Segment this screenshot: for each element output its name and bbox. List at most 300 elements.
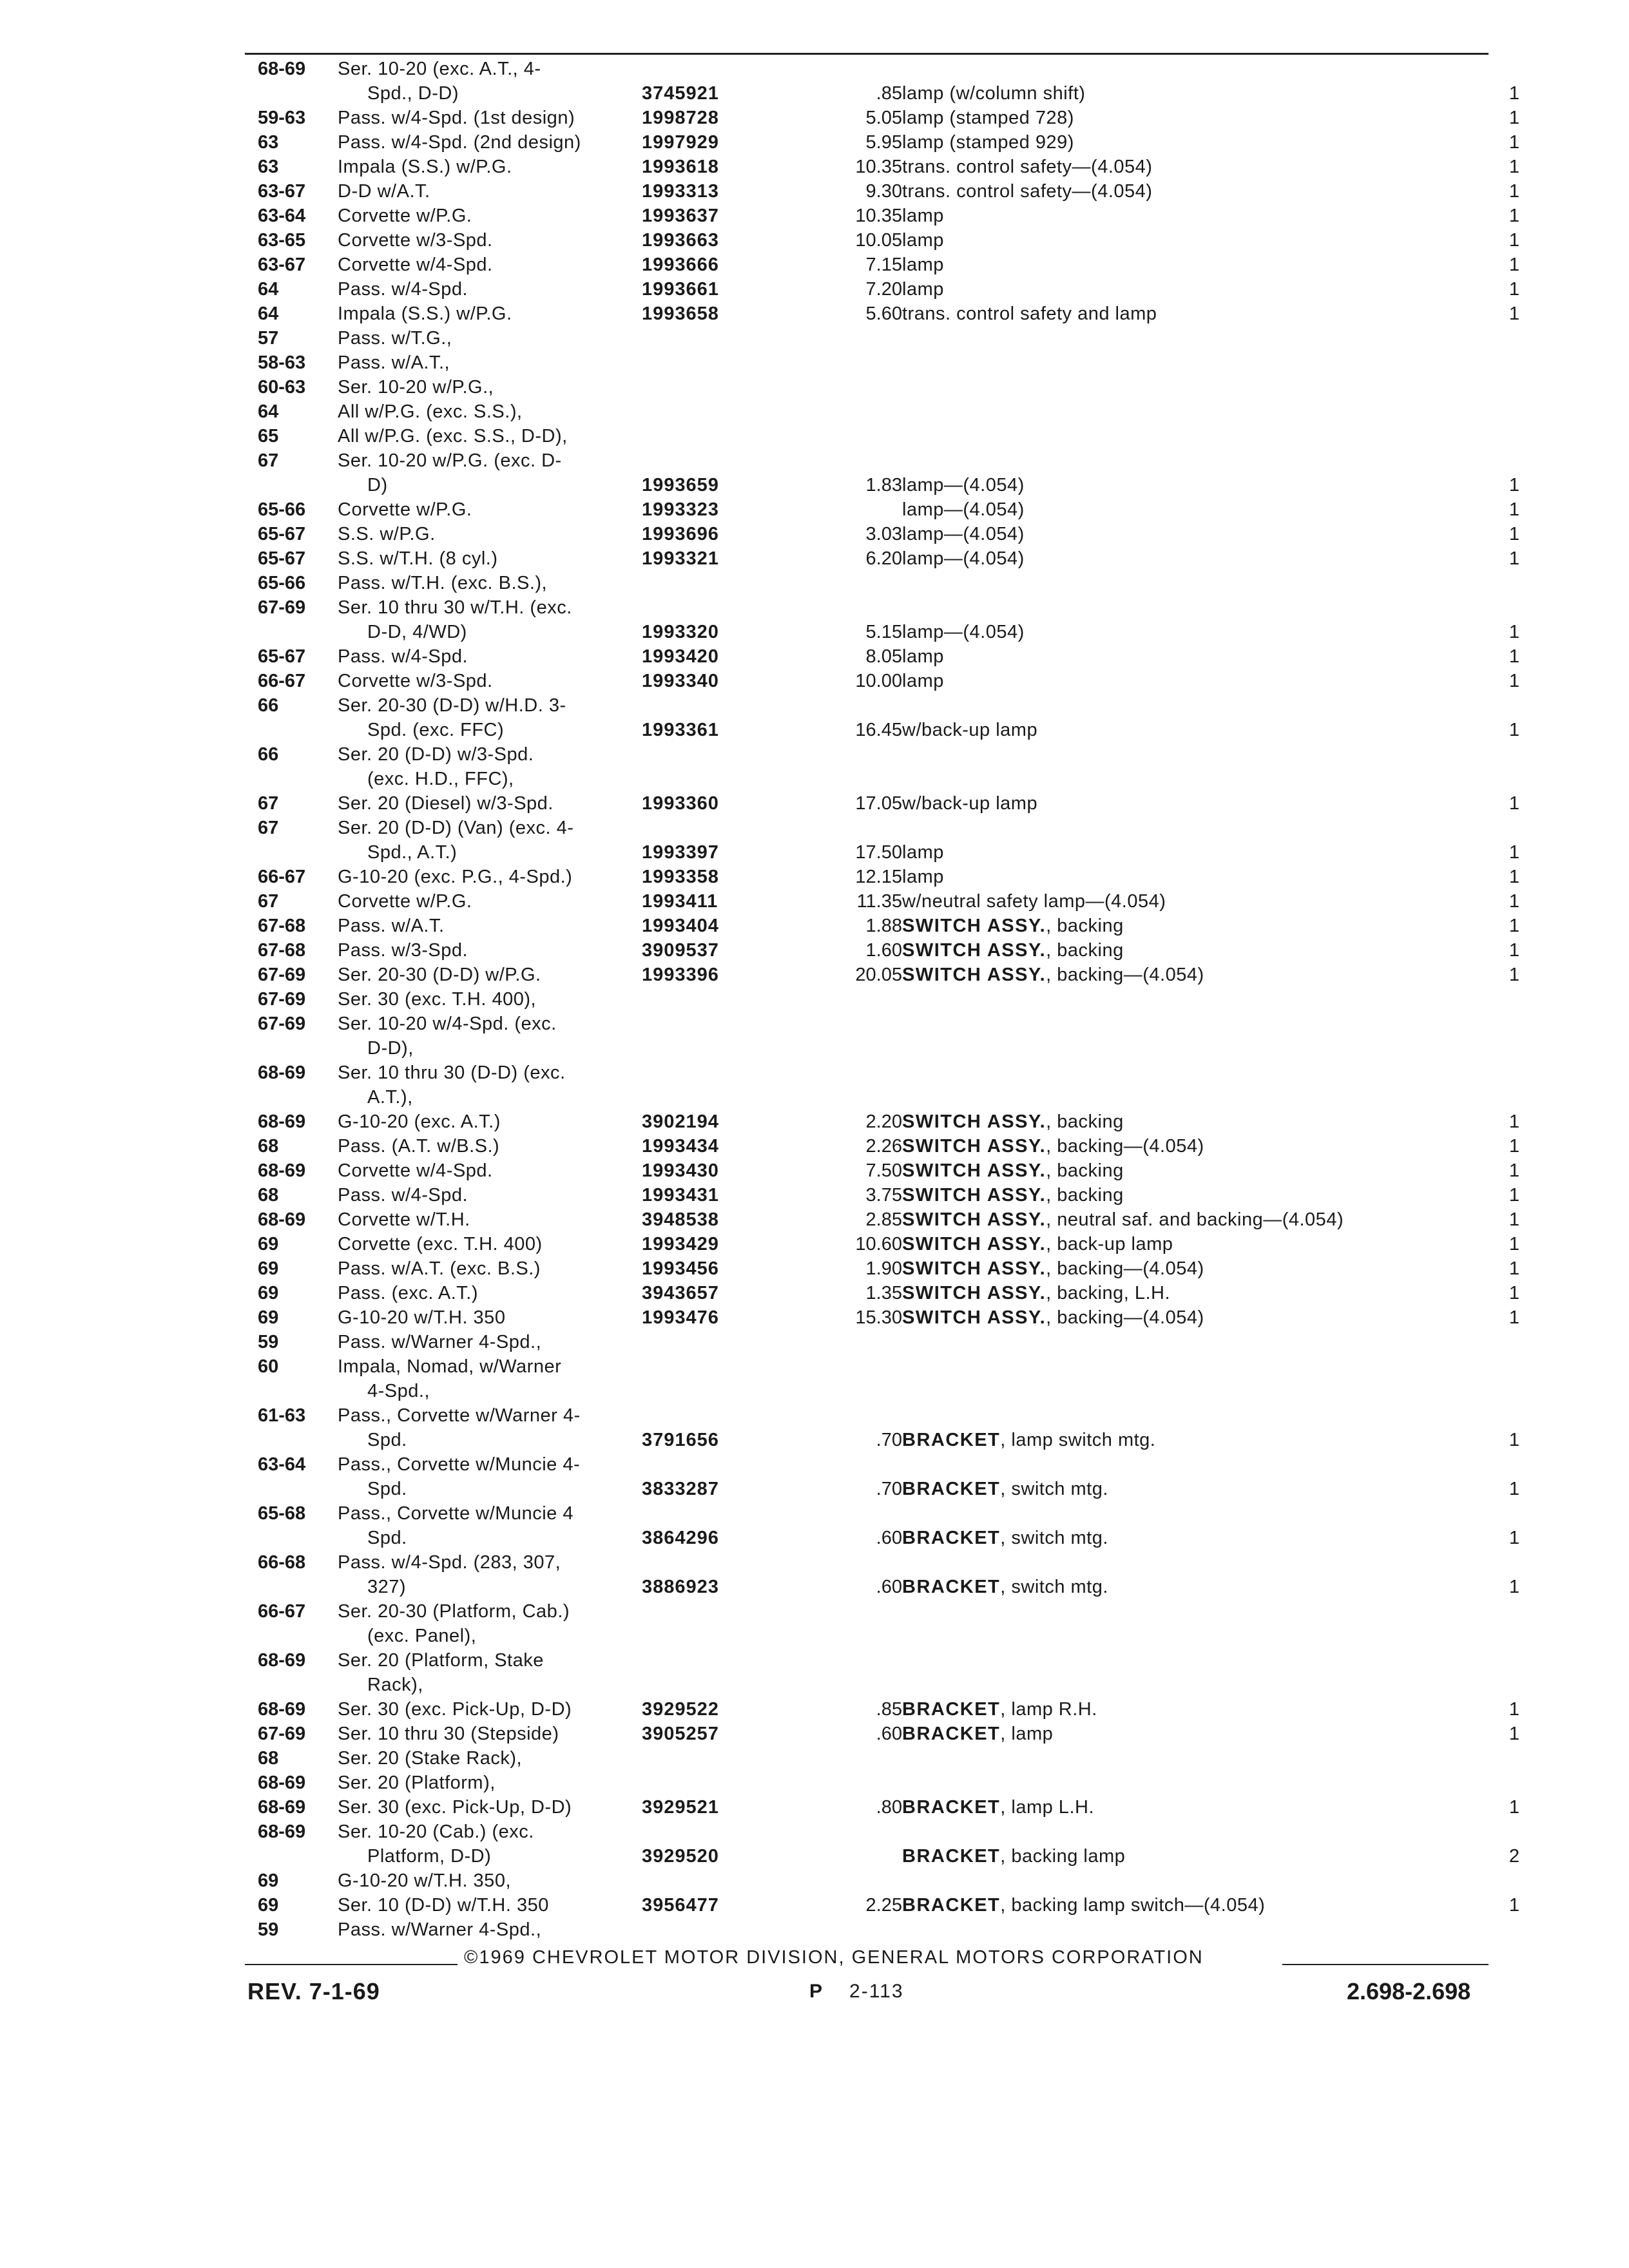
top-rule	[245, 53, 1489, 55]
table-row	[258, 375, 1521, 399]
model-application: Pass. w/4-Spd.	[338, 279, 468, 300]
model-application: D-D),	[367, 1038, 414, 1059]
part-description: BRACKET, lamp	[902, 1724, 1054, 1744]
model-year: 61-63	[258, 1405, 306, 1426]
model-application: Ser. 30 (exc. Pick-Up, D-D)	[338, 1797, 572, 1818]
model-application: Spd.	[367, 1430, 407, 1450]
table-row	[258, 1354, 1521, 1379]
price: .70	[876, 1479, 902, 1499]
part-description: lamp	[902, 206, 944, 226]
part-description: lamp—(4.054)	[902, 524, 1025, 544]
part-description: lamp—(4.054)	[902, 622, 1025, 642]
part-number: 3833287	[642, 1479, 719, 1499]
part-description: BRACKET, switch mtg.	[902, 1577, 1108, 1597]
table-row	[258, 1232, 1521, 1256]
table-row	[258, 767, 1521, 791]
price: .80	[876, 1797, 902, 1818]
part-description: lamp (w/column shift)	[902, 83, 1086, 104]
price: 8.05	[865, 646, 902, 667]
part-description: BRACKET, lamp R.H.	[902, 1699, 1097, 1720]
model-application: Pass., Corvette w/Muncie 4	[338, 1503, 574, 1524]
model-application: Corvette w/4-Spd.	[338, 1160, 493, 1181]
table-row	[258, 424, 1521, 448]
model-year: 69	[258, 1258, 279, 1279]
model-application: Ser. 20 (Platform, Stake	[338, 1650, 544, 1671]
model-year: 63-67	[258, 255, 306, 275]
table-row	[258, 1477, 1521, 1501]
table-row	[258, 1575, 1521, 1599]
quantity: 1	[1509, 867, 1519, 887]
model-year: 69	[258, 1283, 279, 1303]
model-year: 68-69	[258, 1111, 306, 1132]
quantity: 1	[1509, 965, 1519, 985]
model-year: 67-68	[258, 940, 306, 961]
part-description: BRACKET, backing lamp switch—(4.054)	[902, 1895, 1266, 1916]
model-application: Pass. w/Warner 4-Spd.,	[338, 1919, 542, 1940]
part-description: SWITCH ASSY., backing	[902, 940, 1124, 961]
model-year: 67-69	[258, 1724, 306, 1744]
table-row	[258, 742, 1521, 767]
part-number: 1993358	[642, 867, 719, 887]
model-application: Pass. w/A.T.	[338, 916, 445, 936]
table-row	[258, 351, 1521, 375]
part-number: 1993360	[642, 793, 719, 814]
table-row	[258, 1183, 1521, 1207]
part-number: 3956477	[642, 1895, 719, 1916]
model-year: 63-64	[258, 1454, 306, 1475]
price: 7.20	[865, 279, 902, 300]
part-description: SWITCH ASSY., neutral saf. and backing—(4.054)	[902, 1209, 1344, 1230]
quantity: 1	[1509, 1430, 1519, 1450]
price: 15.30	[855, 1307, 902, 1328]
table-row	[258, 1428, 1521, 1452]
copyright-text: ©1969 CHEVROLET MOTOR DIVISION, GENERAL MOTORS CORPORATION	[464, 1947, 1204, 1968]
part-number: 3948538	[642, 1209, 719, 1230]
model-year: 67-68	[258, 916, 306, 936]
model-year: 59	[258, 1332, 279, 1352]
table-row	[258, 1256, 1521, 1281]
model-application: Pass. w/4-Spd. (2nd design)	[338, 132, 581, 153]
part-description: trans. control safety and lamp	[902, 303, 1157, 324]
part-number: 1998728	[642, 108, 719, 128]
table-row	[258, 277, 1521, 302]
part-number: 1993313	[642, 181, 719, 202]
model-application: Pass. w/4-Spd.	[338, 646, 468, 667]
price: 2.26	[865, 1136, 902, 1157]
quantity: 1	[1509, 1479, 1519, 1499]
part-description: trans. control safety—(4.054)	[902, 181, 1153, 202]
table-row	[258, 399, 1521, 424]
page-number	[809, 1981, 904, 2003]
price: 10.60	[855, 1234, 902, 1254]
model-year: 69	[258, 1234, 279, 1254]
table-row	[258, 228, 1521, 253]
model-application: Ser. 10 (D-D) w/T.H. 350	[338, 1895, 549, 1916]
table-row	[258, 1403, 1521, 1428]
model-application: All w/P.G. (exc. S.S.),	[338, 401, 523, 422]
model-year: 59-63	[258, 108, 306, 128]
quantity: 1	[1509, 1895, 1519, 1916]
price: 7.50	[865, 1160, 902, 1181]
quantity: 1	[1509, 475, 1519, 495]
quantity: 1	[1509, 1724, 1519, 1744]
model-year: 65-67	[258, 548, 306, 569]
model-year: 65-66	[258, 499, 306, 520]
price: .85	[876, 83, 902, 104]
part-description: lamp	[902, 255, 944, 275]
model-application: Pass. (A.T. w/B.S.)	[338, 1136, 500, 1157]
part-number: 3902194	[642, 1111, 719, 1132]
price: 3.75	[865, 1185, 902, 1206]
part-number: 1993321	[642, 548, 719, 569]
quantity: 1	[1509, 524, 1519, 544]
table-row	[258, 1379, 1521, 1403]
part-number: 1993429	[642, 1234, 719, 1254]
price: 3.03	[865, 524, 902, 544]
table-row	[258, 253, 1521, 277]
model-application: 4-Spd.,	[367, 1381, 430, 1401]
table-row	[258, 840, 1521, 865]
model-year: 69	[258, 1870, 279, 1891]
price: .60	[876, 1528, 902, 1548]
model-application: Ser. 10-20 w/P.G. (exc. D-	[338, 450, 562, 471]
model-application: Ser. 20-30 (Platform, Cab.)	[338, 1601, 570, 1622]
table-row	[258, 889, 1521, 914]
part-number: 1997929	[642, 132, 719, 153]
model-year: 67	[258, 793, 279, 814]
table-row	[258, 1893, 1521, 1917]
price: 1.83	[865, 475, 902, 495]
part-number: 1993434	[642, 1136, 719, 1157]
revision-label: REV. 7-1-69	[247, 1978, 380, 2004]
price: 2.25	[865, 1895, 902, 1916]
price: 17.50	[855, 842, 902, 863]
price: 2.20	[865, 1111, 902, 1132]
model-year: 63-64	[258, 206, 306, 226]
price: 1.60	[865, 940, 902, 961]
part-number: 3905257	[642, 1724, 719, 1744]
quantity: 1	[1509, 1577, 1519, 1597]
part-number: 1993659	[642, 475, 719, 495]
quantity: 1	[1509, 916, 1519, 936]
model-year: 69	[258, 1307, 279, 1328]
quantity: 1	[1509, 622, 1519, 642]
model-application: Ser. 30 (exc. T.H. 400),	[338, 989, 537, 1010]
model-application: Ser. 20 (Diesel) w/3-Spd.	[338, 793, 554, 814]
group-range: 2.698-2.698	[1347, 1978, 1471, 2004]
model-year: 66	[258, 695, 279, 716]
part-description: lamp	[902, 671, 944, 691]
part-description: SWITCH ASSY., backing—(4.054)	[902, 1136, 1204, 1157]
part-number: 1993696	[642, 524, 719, 544]
model-year: 67-69	[258, 1014, 306, 1034]
price: .60	[876, 1577, 902, 1597]
quantity: 1	[1509, 720, 1519, 740]
model-application: Ser. 10 thru 30 (D-D) (exc.	[338, 1062, 566, 1083]
part-description: lamp	[902, 279, 944, 300]
model-application: All w/P.G. (exc. S.S., D-D),	[338, 426, 568, 447]
model-application: (exc. H.D., FFC),	[367, 769, 514, 789]
model-year: 68-69	[258, 59, 306, 79]
table-row	[258, 1158, 1521, 1183]
part-number: 1993658	[642, 303, 719, 324]
copyright-line	[245, 1947, 1489, 1973]
price: 9.30	[865, 181, 902, 202]
quantity: 1	[1509, 108, 1519, 128]
table-row	[258, 1722, 1521, 1746]
quantity: 1	[1509, 548, 1519, 569]
part-description: lamp—(4.054)	[902, 548, 1025, 569]
model-year: 59	[258, 1919, 279, 1940]
table-row	[258, 1110, 1521, 1134]
table-row	[258, 620, 1521, 644]
model-application: Pass. w/T.G.,	[338, 328, 452, 349]
price: .60	[876, 1724, 902, 1744]
quantity: 1	[1509, 671, 1519, 691]
quantity: 1	[1509, 83, 1519, 104]
model-application: Impala, Nomad, w/Warner	[338, 1356, 562, 1377]
model-application: Corvette w/3-Spd.	[338, 230, 493, 251]
quantity: 1	[1509, 1209, 1519, 1230]
model-year: 68-69	[258, 1699, 306, 1720]
table-row	[258, 1697, 1521, 1722]
part-description: lamp	[902, 646, 944, 667]
part-description: w/back-up lamp	[902, 720, 1038, 740]
part-number: 3929521	[642, 1797, 719, 1818]
table-row	[258, 1134, 1521, 1158]
table-row	[258, 914, 1521, 938]
table-row	[258, 522, 1521, 546]
quantity: 1	[1509, 1185, 1519, 1206]
model-application: (exc. Panel),	[367, 1626, 477, 1646]
table-row	[258, 326, 1521, 351]
page-number-value: 2-113	[849, 1981, 904, 2002]
model-application: Pass. w/T.H. (exc. B.S.),	[338, 573, 548, 593]
table-row	[258, 644, 1521, 669]
table-row	[258, 938, 1521, 963]
price: 17.05	[855, 793, 902, 814]
model-application: Corvette w/4-Spd.	[338, 255, 493, 275]
table-row	[258, 693, 1521, 718]
table-row	[258, 1305, 1521, 1330]
model-year: 67	[258, 891, 279, 912]
part-description: BRACKET, switch mtg.	[902, 1479, 1108, 1499]
model-application: Pass. w/A.T. (exc. B.S.)	[338, 1258, 541, 1279]
part-number: 1993411	[642, 891, 718, 912]
part-number: 3886923	[642, 1577, 719, 1597]
model-application: Pass., Corvette w/Muncie 4-	[338, 1454, 581, 1475]
part-number: 1993430	[642, 1160, 719, 1181]
model-year: 63-65	[258, 230, 306, 251]
model-year: 68-69	[258, 1797, 306, 1818]
model-application: Ser. 10 thru 30 (Stepside)	[338, 1724, 559, 1744]
part-description: SWITCH ASSY., backing, L.H.	[902, 1283, 1171, 1303]
table-row	[258, 1820, 1521, 1844]
part-number: 1993637	[642, 206, 719, 226]
model-application: Ser. 10-20 w/4-Spd. (exc.	[338, 1014, 557, 1034]
model-application: Platform, D-D)	[367, 1846, 492, 1867]
parts-catalog-table	[258, 57, 1521, 1942]
model-year: 58-63	[258, 352, 306, 373]
part-description: lamp (stamped 929)	[902, 132, 1074, 153]
model-application: D)	[367, 475, 388, 495]
price: 10.00	[855, 671, 902, 691]
model-application: Pass., Corvette w/Warner 4-	[338, 1405, 581, 1426]
model-application: Ser. 10 thru 30 w/T.H. (exc.	[338, 597, 572, 618]
quantity: 1	[1509, 1111, 1519, 1132]
part-description: w/neutral safety lamp—(4.054)	[902, 891, 1166, 912]
model-application: Corvette w/P.G.	[338, 499, 472, 520]
model-year: 66-68	[258, 1552, 306, 1573]
table-row	[258, 963, 1521, 987]
table-row	[258, 155, 1521, 179]
model-year: 66	[258, 744, 279, 765]
part-description: BRACKET, lamp switch mtg.	[902, 1430, 1156, 1450]
part-description: lamp (stamped 728)	[902, 108, 1074, 128]
price: 20.05	[855, 965, 902, 985]
model-year: 63-67	[258, 181, 306, 202]
model-year: 67-69	[258, 597, 306, 618]
model-application: D-D w/A.T.	[338, 181, 430, 202]
table-row	[258, 1599, 1521, 1624]
model-year: 68-69	[258, 1160, 306, 1181]
model-application: Impala (S.S.) w/P.G.	[338, 157, 512, 177]
part-description: SWITCH ASSY., backing	[902, 1111, 1124, 1132]
model-year: 65	[258, 426, 279, 447]
quantity: 1	[1509, 1283, 1519, 1303]
part-number: 1993323	[642, 499, 719, 520]
table-row	[258, 497, 1521, 522]
quantity: 1	[1509, 230, 1519, 251]
part-number: 1993666	[642, 255, 719, 275]
model-year: 68-69	[258, 1209, 306, 1230]
model-year: 65-67	[258, 646, 306, 667]
price: 7.15	[865, 255, 902, 275]
model-application: Ser. 10-20 w/P.G.,	[338, 377, 494, 398]
model-application: Spd.	[367, 1479, 407, 1499]
part-number: 1993420	[642, 646, 719, 667]
price: 16.45	[855, 720, 902, 740]
model-application: G-10-20 w/T.H. 350	[338, 1307, 506, 1328]
part-number: 1993404	[642, 916, 719, 936]
model-application: Ser. 20-30 (D-D) w/H.D. 3-	[338, 695, 566, 716]
table-row	[258, 204, 1521, 228]
part-description: SWITCH ASSY., backing	[902, 916, 1124, 936]
model-application: Corvette (exc. T.H. 400)	[338, 1234, 543, 1254]
model-year: 68-69	[258, 1650, 306, 1671]
model-year: 69	[258, 1895, 279, 1916]
table-row	[258, 302, 1521, 326]
model-year: 65-67	[258, 524, 306, 544]
model-application: A.T.),	[367, 1087, 413, 1108]
quantity: 1	[1509, 279, 1519, 300]
model-year: 66-67	[258, 867, 306, 887]
model-year: 67-69	[258, 965, 306, 985]
model-year: 67	[258, 818, 279, 838]
footer-rule-right	[1282, 1964, 1489, 1965]
part-number: 1993397	[642, 842, 719, 863]
model-year: 63	[258, 157, 279, 177]
table-row	[258, 130, 1521, 155]
part-number: 1993361	[642, 720, 719, 740]
model-application: Corvette w/3-Spd.	[338, 671, 493, 691]
price: 11.35	[856, 891, 902, 912]
model-year: 66-67	[258, 1601, 306, 1622]
model-application: Corvette w/P.G.	[338, 206, 472, 226]
model-application: Rack),	[367, 1675, 423, 1695]
model-application: Ser. 10-20 (exc. A.T., 4-	[338, 59, 541, 79]
price: 1.88	[865, 916, 902, 936]
quantity: 1	[1509, 793, 1519, 814]
quantity: 1	[1509, 1699, 1519, 1720]
table-row	[258, 57, 1521, 81]
table-row	[258, 669, 1521, 693]
part-description: SWITCH ASSY., backing	[902, 1160, 1124, 1181]
quantity: 1	[1509, 181, 1519, 202]
quantity: 1	[1509, 1234, 1519, 1254]
part-number: 3791656	[642, 1430, 719, 1450]
price: 6.20	[865, 548, 902, 569]
part-number: 1993320	[642, 622, 719, 642]
model-application: Ser. 20 (D-D) (Van) (exc. 4-	[338, 818, 574, 838]
part-description: lamp	[902, 230, 944, 251]
model-year: 66-67	[258, 671, 306, 691]
table-row	[258, 473, 1521, 497]
page-letter: P	[809, 1981, 824, 2002]
part-number: 3943657	[642, 1283, 719, 1303]
quantity: 1	[1509, 646, 1519, 667]
model-application: 327)	[367, 1577, 407, 1597]
price: 2.85	[865, 1209, 902, 1230]
model-year: 65-68	[258, 1503, 306, 1524]
table-row	[258, 791, 1521, 816]
part-description: SWITCH ASSY., backing—(4.054)	[902, 1258, 1204, 1279]
table-row	[258, 718, 1521, 742]
model-application: Corvette w/T.H.	[338, 1209, 470, 1230]
quantity: 1	[1509, 303, 1519, 324]
table-row	[258, 81, 1521, 106]
model-application: Pass. w/4-Spd. (1st design)	[338, 108, 575, 128]
quantity: 1	[1509, 255, 1519, 275]
model-application: Ser. 20 (Platform),	[338, 1773, 496, 1793]
part-description: SWITCH ASSY., backing—(4.054)	[902, 965, 1204, 985]
table-row	[258, 1012, 1521, 1036]
model-year: 68-69	[258, 1062, 306, 1083]
model-application: Spd., D-D)	[367, 83, 459, 104]
table-row	[258, 1624, 1521, 1648]
model-application: Spd., A.T.)	[367, 842, 458, 863]
table-row	[258, 1648, 1521, 1673]
table-row	[258, 1917, 1521, 1942]
part-number: 3864296	[642, 1528, 719, 1548]
price: 10.05	[855, 230, 902, 251]
part-number: 3909537	[642, 940, 719, 961]
quantity: 2	[1509, 1846, 1519, 1867]
table-row	[258, 571, 1521, 595]
quantity: 1	[1509, 842, 1519, 863]
model-year: 60	[258, 1356, 279, 1377]
table-row	[258, 179, 1521, 204]
part-description: SWITCH ASSY., back-up lamp	[902, 1234, 1173, 1254]
table-row	[258, 1795, 1521, 1820]
model-application: S.S. w/T.H. (8 cyl.)	[338, 548, 498, 569]
model-application: Ser. 20 (Stake Rack),	[338, 1748, 523, 1769]
table-row	[258, 1061, 1521, 1085]
price: 5.95	[865, 132, 902, 153]
quantity: 1	[1509, 940, 1519, 961]
model-application: D-D, 4/WD)	[367, 622, 467, 642]
model-application: G-10-20 (exc. P.G., 4-Spd.)	[338, 867, 573, 887]
